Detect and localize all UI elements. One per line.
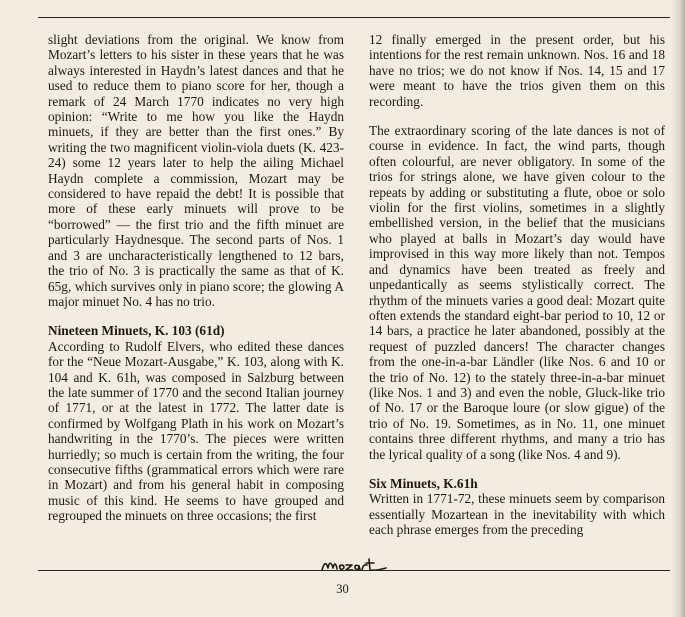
top-rule: [38, 17, 670, 18]
section-heading-k61h: Six Minuets, K.61h: [369, 475, 478, 491]
right-column: [369, 32, 665, 538]
left-paragraph-2: According to Rudolf Elvers, who edited these dances for the “Neue Mozart-Ausgabe,” K. 103, along with K. 104 and K. 61h, was composed in Salzburg between the late summer of 1770 and the second Italian journey of 1771, or at the latest in 1772. The latter date is confirmed by Wolfgang Plath in his work on Mozart’s handwriting in the 1770’s. The pieces were written hurriedly; so much is certain from the writing, the four consecutive fifths (grammatical errors which were rare in Mozart) and from his general habit in composing music of this kind. He seems to have grouped and regrouped the minuets on three occasions; the first: [48, 338, 344, 524]
left-column: [48, 32, 344, 524]
right-paragraph-1: 12 finally emerged in the present order, but his intentions for the rest remain unknown. Nos. 16 and 18 have no trios; we do not know if Nos. 14, 15 and 17 were meant to have the trios given them on this recording.: [369, 32, 665, 109]
page-number: 30: [336, 582, 349, 596]
right-paragraph-3: Written in 1771-72, these minuets seem by comparison essentially Mozartean in the inevitability with which each phrase emerges from the preceding: [369, 491, 665, 538]
mozart-signature-logo: [318, 553, 390, 577]
paragraph-gap: [369, 109, 665, 123]
left-paragraph-1: slight deviations from the original. We know from Mozart’s letters to his sister in these years that he was always interested in Haydn’s latest dances and that he used to reduce them to piano score for her, though a remark of 24 March 1770 indicates no very high opinion: “Write to me how you like the Haydn minuets, if they are better than the first ones.” By writing the two magnificent violin-viola duets (K. 423-24) some 12 years later to help the ailing Michael Haydn complete a commission, Mozart may be considered to have repaid the debt! It is possible that more of these early minuets will prove to be “borrowed” — the first trio and the fifth minuet are particularly Haydnesque. The second parts of Nos. 1 and 3 are uncharacteristically lengthened to 12 bars, the trio of No. 3 is practically the same as that of K. 65g, which survives only in piano score; the glowing A major minuet No. 4 has no trio.: [48, 32, 344, 309]
paragraph-gap: [369, 462, 665, 476]
right-paragraph-2: The extraordinary scoring of the late dances is not of course in evidence. In fact, the wind parts, though often colourful, are never obligatory. In some of the trios for strings alone, we have given colour to the repeats by adding or substituting a flute, oboe or solo violin for the first violins, sometimes in a slightly embellished version, in the belief that the musicians who played at balls in Mozart’s day would have improvised in this way more likely than not. Tempos and dynamics have been treated as freely and unpedantically as seems stylistically correct. The rhythm of the minuets varies a good deal: Mozart quite often extends the standard eight-bar period to 10, 12 or 14 bars, a practice he later abandoned, possibly at the request of puzzled dancers! The character changes from the one-in-a-bar Ländler (like Nos. 6 and 10 or the trio of No. 12) to the stately three-in-a-bar minuet (like Nos. 1 and 3) and even the noble, Gluck-like trio of No. 17 or the Baroque loure (or slow gigue) of the trio of No. 19. Sometimes, as in No. 11, one minuet contains three different rhythms, and many a trio has the lyrical quality of a song (like Nos. 4 and 9).: [369, 123, 665, 462]
bottom-rule: [38, 570, 670, 571]
page-edge-shadow: [671, 0, 685, 617]
paragraph-gap: [48, 309, 344, 323]
section-heading-k103: Nineteen Minuets, K. 103 (61d): [48, 323, 225, 339]
